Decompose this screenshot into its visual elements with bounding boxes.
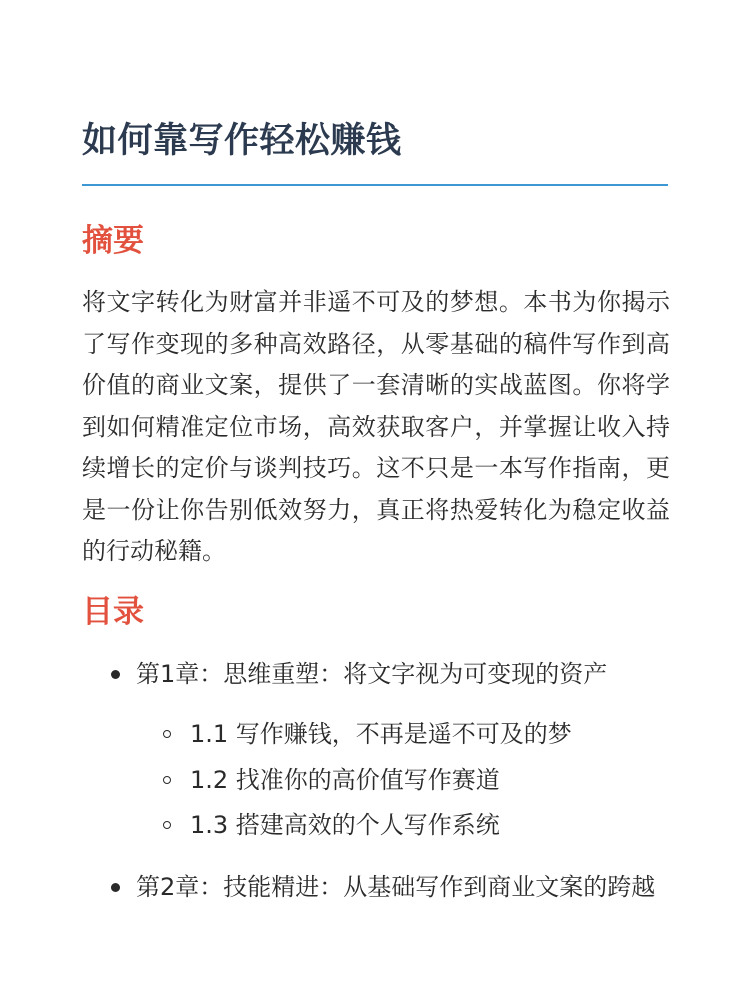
chapter-1-sections <box>136 712 672 849</box>
toc-heading: 目录 <box>82 594 144 630</box>
chapter-label: 第2章：技能精进：从基础写作到商业文案的跨越 <box>136 872 656 901</box>
toc-section-1-2 <box>136 758 672 804</box>
toc-section-1-3 <box>136 803 672 849</box>
hollow-bullet-icon <box>163 730 171 738</box>
bullet-icon <box>111 883 120 892</box>
document-title: 如何靠写作轻松赚钱 <box>82 121 402 161</box>
hollow-bullet-icon <box>163 821 171 829</box>
section-label: 1.1 写作赚钱，不再是遥不可及的梦 <box>190 720 572 748</box>
chapter-label: 第1章：思维重塑：将文字视为可变现的资产 <box>136 660 608 688</box>
summary-paragraph: 将文字转化为财富并非遥不可及的梦想。本书为你揭示了写作变现的多种高效路径，从零基础的稿件写作到高价值的商业文案，提供了一套清晰的实战蓝图。你将学到如何精准定位市场，高效获取客户，并掌握让收入持续增长的定价与谈判技巧。这不只是一本写作指南，更是一份让你告别低效努力，真正将热爱转化为稳定收益的行动秘籍。 <box>82 288 670 565</box>
hollow-bullet-icon <box>163 776 171 784</box>
toc-chapter-2 <box>82 867 672 907</box>
table-of-contents <box>82 654 672 907</box>
section-label: 1.2 找准你的高价值写作赛道 <box>190 765 500 794</box>
bullet-icon <box>111 670 120 679</box>
title-divider <box>82 184 668 186</box>
summary-heading: 摘要 <box>82 223 144 259</box>
section-label: 1.3 搭建高效的个人写作系统 <box>190 811 500 839</box>
toc-section-1-1 <box>136 712 672 758</box>
toc-chapter-1 <box>82 654 672 849</box>
